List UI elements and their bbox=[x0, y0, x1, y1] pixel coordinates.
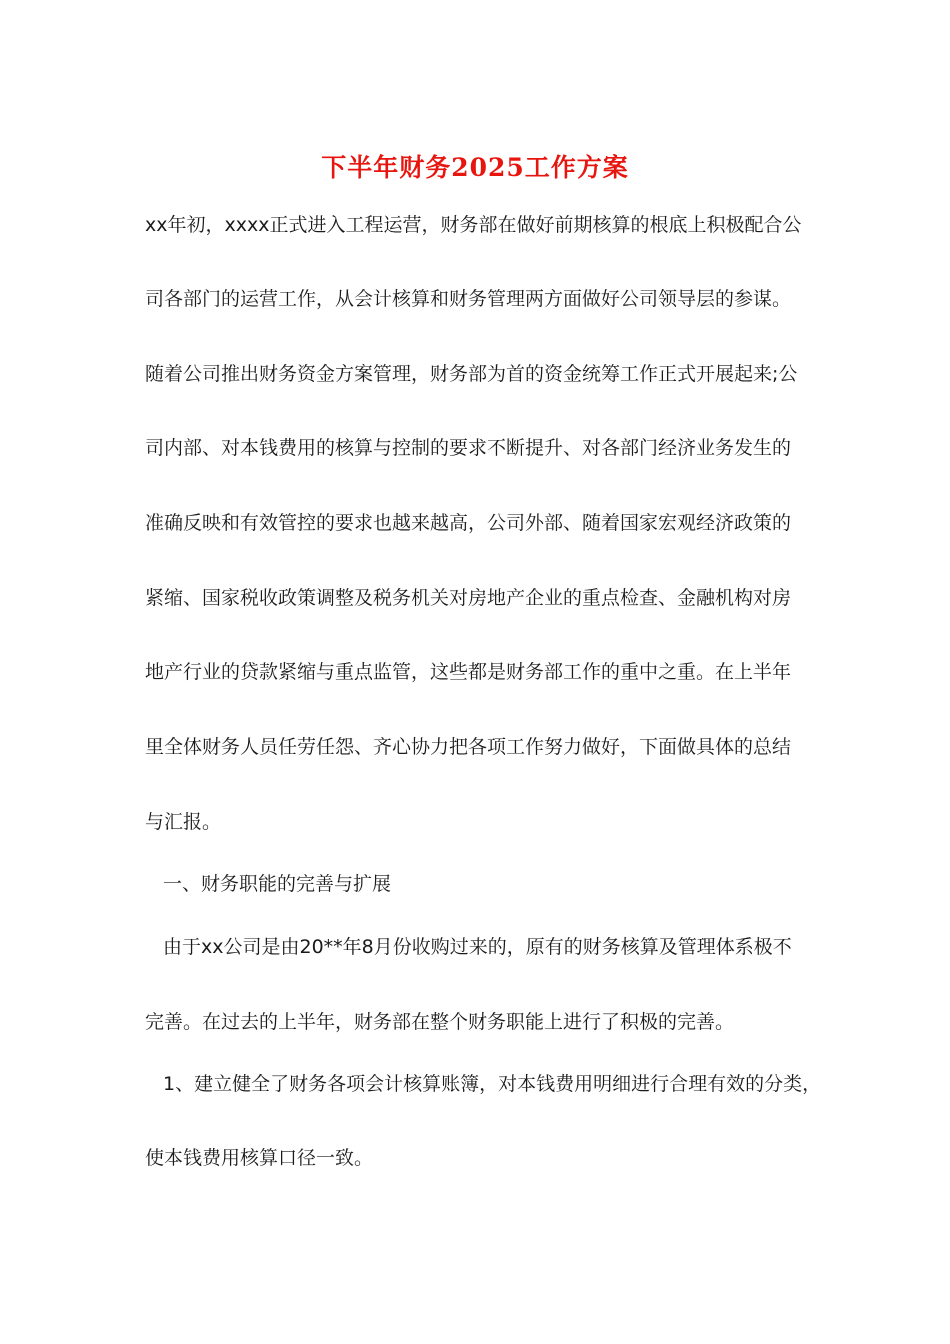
paragraph-line: 司各部门的运营工作，从会计核算和财务管理两方面做好公司领导层的参谋。 bbox=[145, 288, 792, 310]
list-item-line: 使本钱费用核算口径一致。 bbox=[145, 1147, 374, 1169]
paragraph-line: 司内部、对本钱费用的核算与控制的要求不断提升、对各部门经济业务发生的 bbox=[145, 437, 792, 459]
paragraph-line: 地产行业的贷款紧缩与重点监管，这些都是财务部工作的重中之重。在上半年 bbox=[145, 661, 792, 683]
list-item-line: 1、建立健全了财务各项会计核算账簿，对本钱费用明细进行合理有效的分类， bbox=[163, 1073, 822, 1095]
paragraph-line: 准确反映和有效管控的要求也越来越高，公司外部、随着国家宏观经济政策的 bbox=[145, 512, 792, 534]
paragraph-line: 随着公司推出财务资金方案管理，财务部为首的资金统筹工作正式开展起来;公 bbox=[145, 363, 798, 385]
paragraph-line: 紧缩、国家税收政策调整及税务机关对房地产企业的重点检查、金融机构对房 bbox=[145, 587, 792, 609]
paragraph-line: 完善。在过去的上半年，财务部在整个财务职能上进行了积极的完善。 bbox=[145, 1011, 735, 1033]
paragraph-line: 与汇报。 bbox=[145, 811, 222, 833]
section-heading: 一、财务职能的完善与扩展 bbox=[163, 873, 392, 895]
document-title: 下半年财务2025工作方案 bbox=[321, 153, 629, 182]
paragraph-line: 里全体财务人员任劳任怨、齐心协力把各项工作努力做好，下面做具体的总结 bbox=[145, 736, 792, 758]
paragraph-line: 由于xx公司是由20**年8月份收购过来的，原有的财务核算及管理体系极不 bbox=[163, 936, 792, 958]
paragraph-line: xx年初，xxxx正式进入工程运营，财务部在做好前期核算的根底上积极配合公 bbox=[145, 214, 802, 236]
